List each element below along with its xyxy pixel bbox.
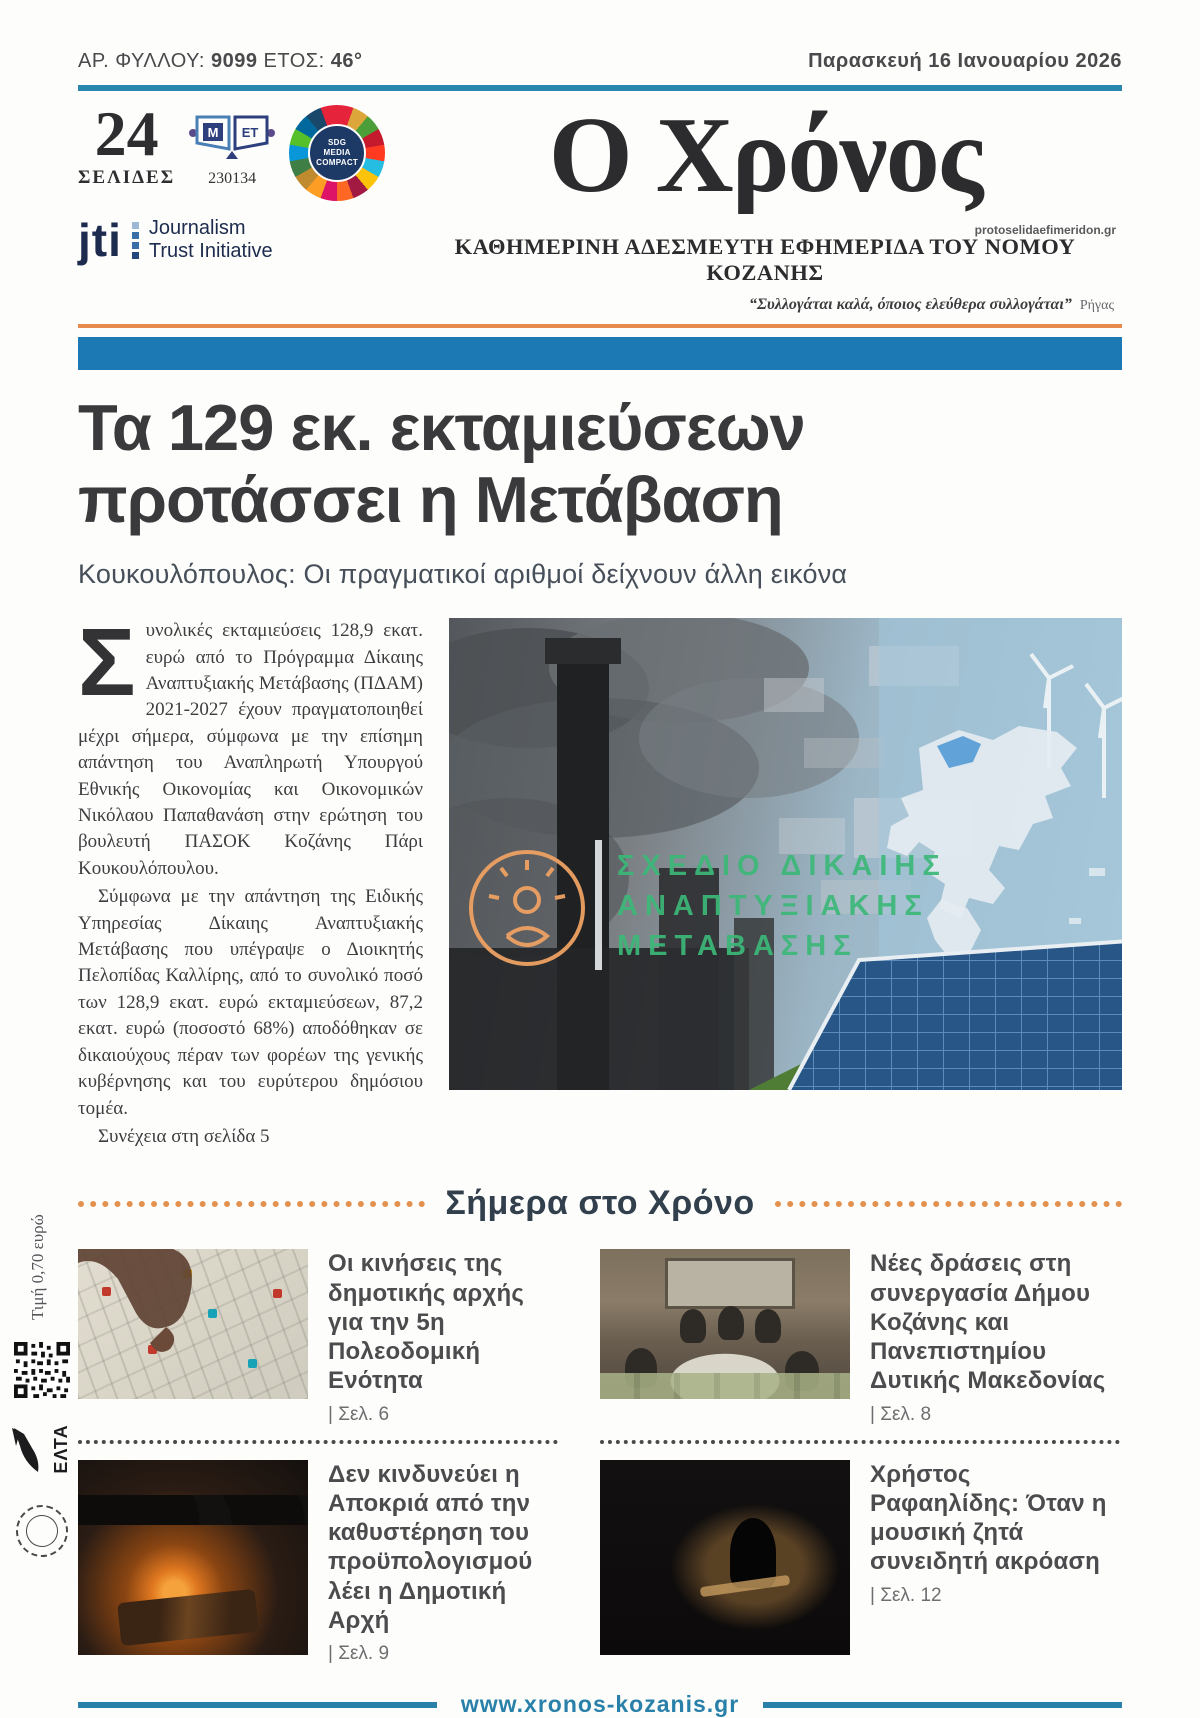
hero-overlay-text: ΣΧΕΔΙΟ ΔΙΚΑΙΗΣ ΑΝΑΠΤΥΞΙΑΚΗΣ ΜΕΤΑΒΑΣΗΣ: [617, 850, 947, 963]
paper-title: Ο Χρόνος: [548, 96, 982, 215]
teaser-headline: Οι κινήσεις της δημοτικής αρχής για την 5η Πολεοδομική Ενότητα: [328, 1250, 525, 1395]
jti-abbr: jti: [78, 213, 122, 266]
dotted-divider: [78, 1440, 558, 1444]
paper-motto: “Συλλογάται καλά, όποιος ελεύθερα συλλογάται” Ρήγας: [748, 295, 1114, 313]
today-section-title: Σήμερα στο Χρόνο: [445, 1184, 755, 1223]
svg-text:M: M: [207, 125, 219, 140]
masthead-badges: [78, 98, 408, 314]
teaser-text: [870, 1249, 1120, 1425]
lead-headline: Τα 129 εκ. εκταμιεύσεων προτάσσει η Μετάβαση: [78, 390, 805, 537]
teaser-urban-planning: [78, 1249, 558, 1425]
jti-logo: [78, 213, 408, 266]
elta-hand-envelope-icon: [12, 1422, 46, 1476]
elta-logo: ΕΛΤΑ: [12, 1417, 72, 1481]
issue-info: ΑΡ. ΦΥΛΛΟΥ: 9099 ΕΤΟΣ: 46°: [78, 50, 363, 72]
teaser-text: [328, 1460, 558, 1666]
sdg-text: SDG: [328, 138, 347, 147]
today-right-column: [600, 1249, 1120, 1665]
watermark: protoselidaefimeridon.gr: [974, 223, 1116, 237]
orange-dotted-line: [775, 1201, 1122, 1207]
pointing-hand-icon: [78, 1249, 308, 1399]
sdg-media-compact-logo: SDG MEDIA COMPACT: [289, 105, 385, 201]
lead-story: [78, 609, 1122, 1150]
lead-body: Συνολικές εκταμιεύσεις 128,9 εκατ. ευρώ από το Πρόγραμμα Δίκαιης Αναπτυξιακής Μετάβασης (ΠΔΑΜ) 2021-2027 έχουν πραγματοποιηθεί μέχρι σήμερα, σύμφωνα με την επίσημη απάντηση του Αναπληρωτή Υπουργού Εθνικής Οικονομίας και Οικονομικών Νικόλαου Παπαθανάση στην ερώτηση του βουλευτή ΠΑΣΟΚ Κοζάνης Πάρι Κουκουλόπουλου. Σύμφωνα με την απάντηση της Ειδικής Υπηρεσίας Δίκαιης Αναπτυξιακής Μετάβασης που υπέγραψε ο Διοικητής Πελοπίδας Καλλίρης, από το συνολικό ποσό των 128,9 εκατ. ευρώ εκταμιεύσεων, 87,2 εκατ. ευρώ (ποσοστό 68%) αποδόθηκαν σε δικαιούχους πέραν των φορέων της γενικής κυβέρνησης και του ευρύτερου δημόσιου τομέα. Συνέχεια στη σελίδα 5: [78, 618, 423, 1150]
teaser-text: [328, 1249, 558, 1425]
today-left-column: [78, 1249, 558, 1665]
continuation-note: Συνέχεια στη σελίδα 5: [98, 1125, 270, 1147]
lead-subheadline: Κουκουλόπουλος: Οι πραγματικοί αριθμοί δείχνουν άλλη εικόνα: [78, 559, 848, 590]
left-edge-column: [0, 1170, 74, 1557]
teaser-pageref: | Σελ. 12: [870, 1584, 942, 1606]
teaser-text: [870, 1460, 1120, 1607]
teaser-municipality-university: [600, 1249, 1120, 1425]
today-section-header: [78, 1184, 1122, 1223]
met-code: 230134: [208, 170, 257, 187]
qr-code: [14, 1342, 70, 1398]
footer-line: [78, 1702, 437, 1708]
pages-label: ΣΕΛΙΔΕΣ: [78, 166, 176, 188]
website-url: www.xronos-kozanis.gr: [460, 1691, 740, 1718]
svg-text:ET: ET: [241, 125, 259, 140]
overlay-separator: [595, 840, 602, 970]
teaser-pageref: | Σελ. 9: [328, 1643, 390, 1665]
teaser-music-interview: [600, 1460, 1120, 1655]
orange-dotted-line: [78, 1201, 425, 1207]
teaser-pageref: | Σελ. 8: [870, 1403, 932, 1425]
teaser-headline: Δεν κινδυνεύει η Αποκριά από την καθυστέρηση του προϋπολογισμού λέει η Δημοτική Αρχή: [328, 1460, 533, 1634]
masthead: [78, 96, 1122, 314]
met-book-icon: [189, 111, 275, 163]
postal-stamp: [11, 1500, 73, 1562]
teaser-image-map: [78, 1249, 308, 1399]
price-label: Τιμή 0,70 ευρώ: [28, 1214, 47, 1320]
pages-count-badge: [78, 98, 176, 189]
edition-date: Παρασκευή 16 Ιανουαρίου 2026: [808, 50, 1122, 72]
orange-divider: [78, 324, 1122, 328]
jti-dotted-bar-icon: [132, 222, 139, 259]
teaser-image-conference: [600, 1249, 850, 1399]
teaser-headline: Νέες δράσεις στη συνεργασία Δήμου Κοζάνης και Πανεπιστημίου Δυτικής Μακεδονίας: [870, 1250, 1106, 1395]
hero-image: [449, 618, 1122, 1090]
teal-divider: [78, 85, 1122, 91]
dropcap: Σ: [78, 609, 136, 717]
teaser-image-stage: [600, 1460, 850, 1655]
paper-subtitle: ΚΑΘΗΜΕΡΙΝΗ ΑΔΕΣΜΕΥΤΗ ΕΦΗΜΕΡΙΔΑ ΤΟΥ ΝΟΜΟΥ ΚΟΖΑΝΗΣ: [454, 233, 1076, 285]
teaser-pageref: | Σελ. 6: [328, 1403, 390, 1425]
teaser-carnival-budget: [78, 1460, 558, 1666]
today-grid: [78, 1249, 1122, 1665]
masthead-info-row: [78, 50, 1122, 73]
masthead-title-area: [408, 96, 1122, 314]
blue-band: [78, 337, 1122, 370]
footer-line: [763, 1702, 1122, 1708]
teaser-headline: Χρήστος Ραφαηλίδης: Όταν η μουσική ζητά συνειδητή ακρόαση: [870, 1460, 1107, 1576]
dotted-divider: [600, 1440, 1120, 1444]
met-logo: [189, 111, 275, 188]
jti-name: Journalism Trust Initiative: [148, 217, 273, 262]
pages-count: 24: [94, 98, 159, 169]
footer: [78, 1691, 1122, 1718]
teaser-image-bonfire: [78, 1460, 308, 1655]
